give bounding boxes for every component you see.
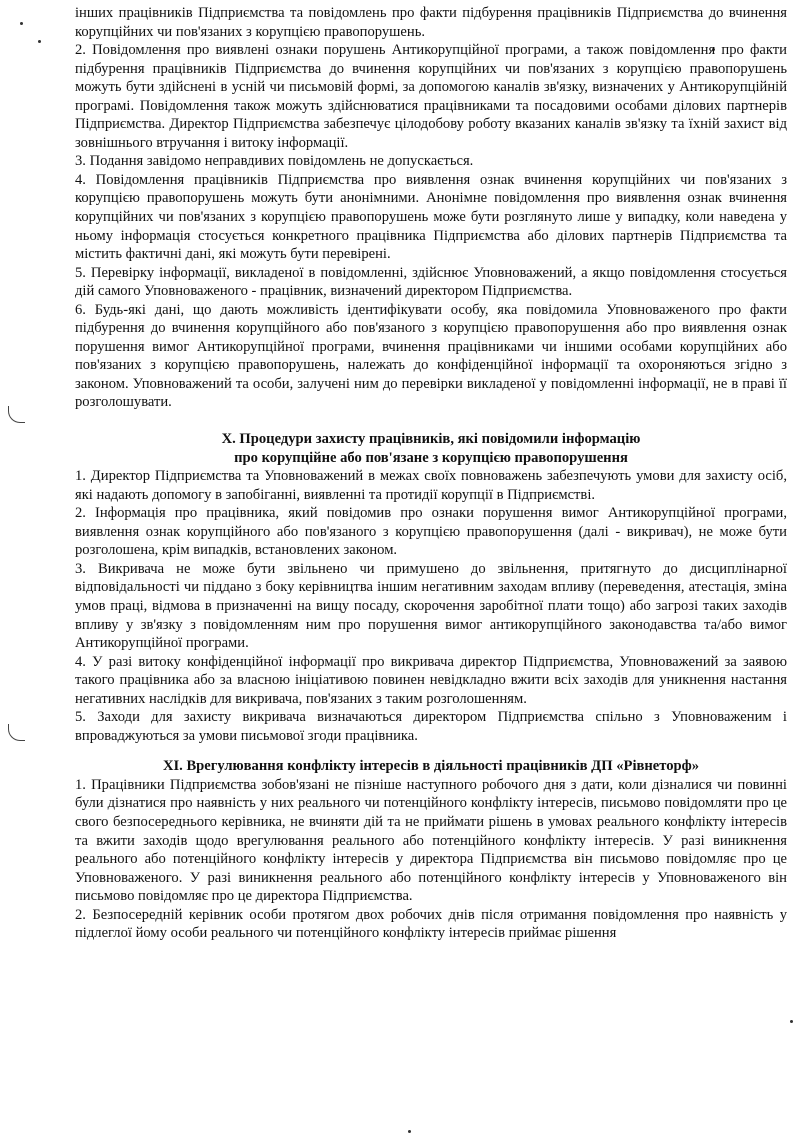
scan-speck [38,40,41,43]
list-item: 3. Подання завідомо неправдивих повідомлень не допускається. [75,153,474,170]
list-item: 1. Працівники Підприємства зобов'язані не пізніше наступного робочого дня з дати, коли дізналися чи повинні були дізнатися про наявність у них реального чи потенційного конфлікту інтересів, письмово повідомляти про це свого безпосереднього керівника, не вчиняти дій та не приймати рішень в умовах реального конфлікту інтересів та вжити заходів щодо врегулювання реального або потенційного конфлікту інтересів. У разі виникнення реального або потенційного конфлікту інтересів у директора Підприємства він письмово повідомляє про це Уповноваженого. У разі виникнення реального або потенційного конфлікту інтересів у Уповноваженого він письмово повідомляє про це директора Підприємства. [75,776,787,905]
document-body [75,4,787,943]
list-item: 4. Повідомлення працівників Підприємства про виявлення ознак вчинення корупційних чи пов'язаних з корупцією правопорушень можуть бути анонімними. Анонімне повідомлення про виявлення ознак вчинення корупційних чи пов'язаних з корупцією правопорушень може бути розглянуто лише у випадку, коли наведена у ньому інформація стосується конкретного працівника Підприємства або ділових партнерів Підприємства та містить фактичні дані, які можуть бути перевірені. [75,171,787,263]
list-item: 2. Інформація про працівника, який повідомив про ознаки порушення вимог Антикорупційної програми, виявлення ознак корупційного або пов'язаного з корупцією правопорушення (далі - викривач), не може бути розголошена, крім випадків, встановлених законом. [75,505,787,559]
section-heading: X. Процедури захисту працівників, які повідомили інформацію [221,431,641,448]
list-item: 3. Викривача не може бути звільнено чи примушено до звільнення, притягнуто до дисциплінарної відповідальності чи піддано з боку керівництва іншим негативним заходам впливу (переведення, атестація, зміна умов праці, відмова в призначенні на вищу посаду, скорочення заробітної плати тощо) або загрозі таких заходів впливу у зв'язку з повідомленням ним про порушення вимог антикорупційного законодавства та/або вимог Антикорупційної програми. [75,560,787,652]
section-gap [75,412,787,430]
list-item: 2. Повідомлення про виявлені ознаки порушень Антикорупційної програми, а також повідомлення про факти підбурення працівників Підприємства до вчинення корупційних чи пов'язаних з корупцією правопорушень можуть бути здійснені в усній чи письмовій формі, за допомогою каналів зв'язку, визначених у Антикорупційній програмі. Повідомлення також можуть здійснюватися працівниками та посадовими особами ділових партнерів Підприємства. Директор Підприємства забезпечує цілодобову роботу вказаних каналів зв'язку та їхній захист від зовнішнього втручання і витоку інформації. [75,42,787,151]
section-heading: про корупційне або пов'язане з корупцією правопорушення [234,449,628,466]
punch-hole-mark [8,406,25,423]
list-item: 2. Безпосередній керівник особи протягом двох робочих днів після отримання повідомлення про наявність у підлеглої йому особи реального чи потенційного конфлікту інтересів приймає рішення [75,906,787,942]
scan-speck [20,22,23,25]
section-gap [75,745,787,757]
list-item: 1. Директор Підприємства та Уповноважений в межах своїх повноважень забезпечують умови для захисту осіб, які надають допомогу в запобіганні, виявленні та протидії корупції в Підприємстві. [75,468,787,503]
scan-speck [408,1130,411,1133]
list-item: 6. Будь-які дані, що дають можливість ідентифікувати особу, яка повідомила Уповноваженого про факти підбурення до вчинення корупційного або пов'язаного з корупцією правопорушення або про виявлення ознак порушення вимог Антикорупційної програми, вчинення працівниками чи іншими особами корупційних або пов'язаних з корупцією правопорушень, належать до конфіденційної інформації та охороняються згідно з законом. Уповноважений та особи, залучені ним до перевірки викладеної у повідомленні інформації, не в праві її розголошувати. [75,301,787,411]
list-item: 5. Заходи для захисту викривача визначаються директором Підприємства спільно з Уповноваженим і впроваджуються за умови письмової згоди працівника. [75,709,787,744]
list-item: 5. Перевірку інформації, викладеної в повідомленні, здійснює Уповноважений, а якщо повідомлення стосується дій самого Уповноваженого - працівник, визначений директором Підприємства. [75,264,787,300]
section-heading: XI. Врегулювання конфлікту інтересів в діяльності працівників ДП «Рівнеторф» [162,758,700,775]
punch-hole-mark [8,724,25,741]
paragraph-continued: інших працівників Підприємства та повідомлень про факти підбурення працівників Підприємства до вчинення корупційних чи пов'язаних з корупцією правопорушень. [75,5,787,40]
scan-speck [790,1020,793,1023]
list-item: 4. У разі витоку конфіденційної інформації про викривача директор Підприємства, Уповноважений за заявою такого працівника або за власною ініціативою повинен невідкладно вжити всіх заходів для уникнення настання негативних наслідків для викривача, пов'язаних з таким розголошенням. [75,653,787,707]
